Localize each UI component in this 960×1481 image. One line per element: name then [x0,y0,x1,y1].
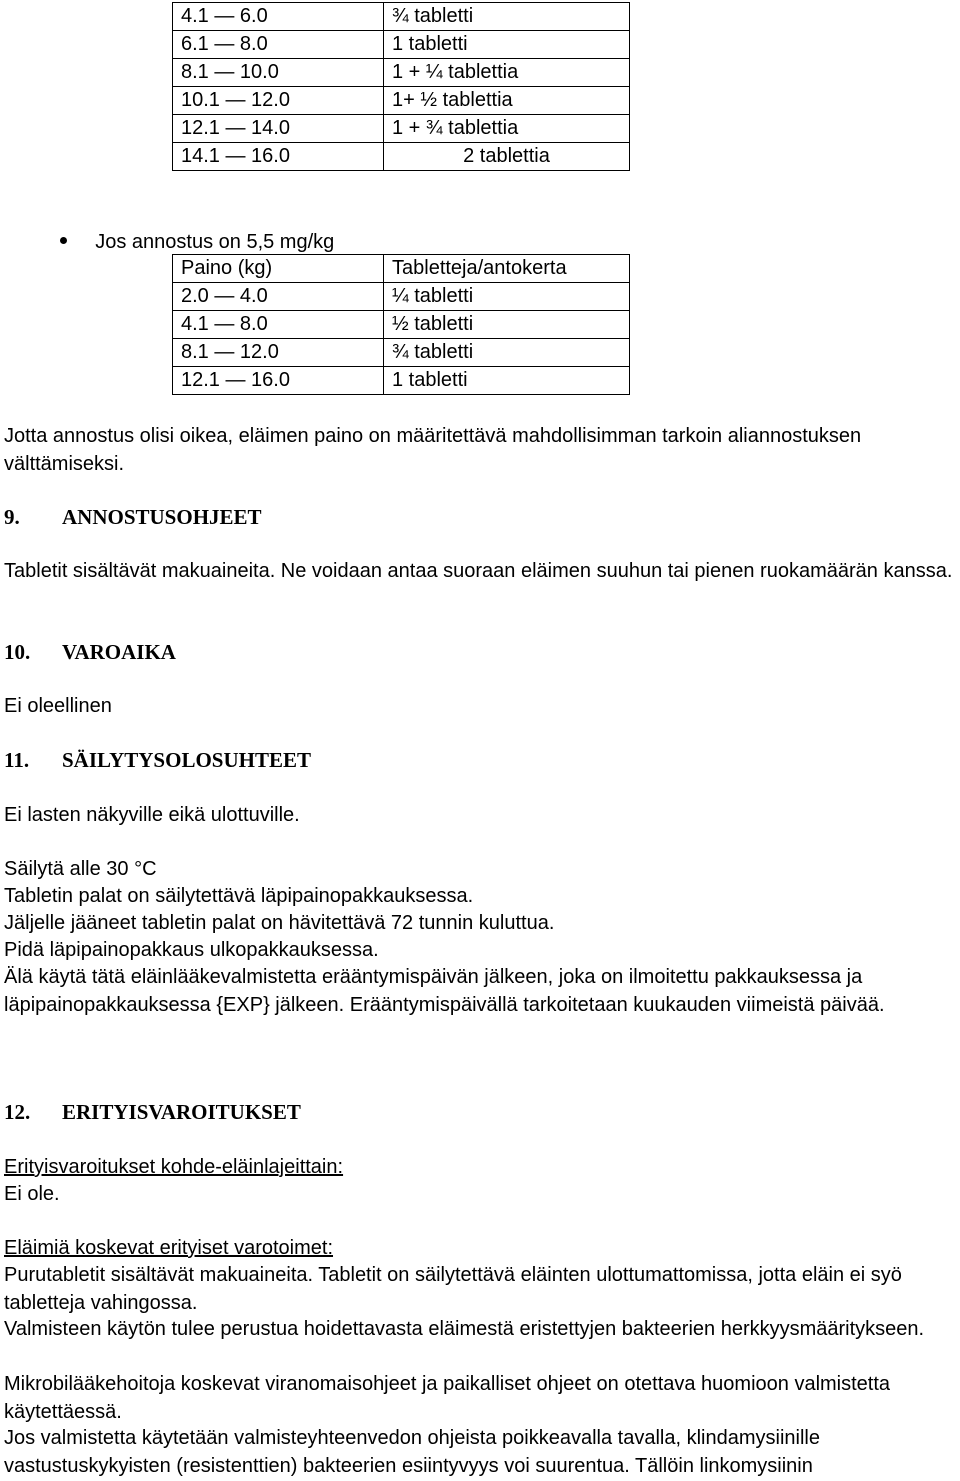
section-10-text: Ei oleellinen [4,695,112,717]
section-11-heading: 11. SÄILYTYSOLOSUHTEET [4,748,311,772]
table-row: 6.1 — 8.0 1 tabletti [173,31,630,59]
expiry-text: Älä käytä tätä eläinlääkevalmistetta erääntymispäivän jälkeen, joka on ilmoitettu pakkauksessa ja läpipainopakkauksessa {EXP} jälkeen. Erääntymispäivällä tarkoitetaan kuukauden viimeistä päivää. [4,966,885,1016]
table-row: 14.1 — 16.0 2 tablettia [173,143,630,171]
section-9-heading: 9. ANNOSTUSOHJEET [4,505,262,529]
subheading-animal-precautions: Eläimiä koskevat erityiset varotoimet: [4,1237,334,1259]
table-row: 8.1 — 12.0 ¾ tabletti [173,339,630,367]
bullet-text: Jos annostus on 5,5 mg/kg [95,231,335,253]
dosage-table-2 [172,254,630,395]
table-row: 4.1 — 8.0 ½ tabletti [173,311,630,339]
table-row: 12.1 — 14.0 1 + ¾ tablettia [173,115,630,143]
precaution-paragraph: Jos valmistetta käytetään valmisteyhteenvedon ohjeista poikkeavalla tavalla, klindamysiinille vastustuskykyisten (resistenttien) bakteerien esiintyvyys voi suurentua. Tällöin linkomysiinin [4,1427,820,1477]
dosage-table-1 [172,2,630,171]
target-species-text: Ei ole. [4,1183,60,1205]
table-row: 12.1 — 16.0 1 tabletti [173,367,630,395]
storage-line: Pidä läpipainopakkaus ulkopakkauksessa. [4,939,379,961]
section-10-heading: 10. VAROAIKA [4,640,176,664]
dosage-note: Jotta annostus olisi oikea, eläimen paino on määritettävä mahdollisimman tarkoin aliannostuksen välttämiseksi. [4,425,862,475]
table-row: 8.1 — 10.0 1 + ¼ tablettia [173,59,630,87]
section-11-text: Ei lasten näkyville eikä ulottuville. [4,804,300,826]
table-header-row: Paino (kg) Tabletteja/antokerta [173,255,630,283]
table-row: 2.0 — 4.0 ¼ tabletti [173,283,630,311]
bullet-icon [60,237,67,244]
storage-line: Jäljelle jääneet tabletin palat on hävitettävä 72 tunnin kuluttua. [4,912,555,934]
table-row: 4.1 — 6.0 ¾ tabletti [173,3,630,31]
precaution-paragraph: Purutabletit sisältävät makuaineita. Tabletit on säilytettävä eläinten ulottumattomissa, jotta eläin ei syö tabletteja vahingossa. [4,1264,902,1314]
storage-line: Tabletin palat on säilytettävä läpipainopakkauksessa. [4,885,474,907]
subheading-target-species: Erityisvaroitukset kohde-eläinlajeittain: [4,1156,344,1178]
section-12-heading: 12. ERITYISVAROITUKSET [4,1100,301,1124]
precaution-paragraph: Mikrobilääkehoitoja koskevat viranomaisohjeet ja paikalliset ohjeet on otettava huomioon valmistetta käytettäessä. [4,1373,891,1423]
storage-line: Säilytä alle 30 °C [4,858,157,880]
section-9-text: Tabletit sisältävät makuaineita. Ne voidaan antaa suoraan eläimen suuhun tai pienen ruokamäärän kanssa. [4,560,953,582]
table-row: 10.1 — 12.0 1+ ½ tablettia [173,87,630,115]
precaution-paragraph: Valmisteen käytön tulee perustua hoidettavasta eläimestä eristettyjen bakteerien herkkyysmääritykseen. [4,1318,925,1340]
